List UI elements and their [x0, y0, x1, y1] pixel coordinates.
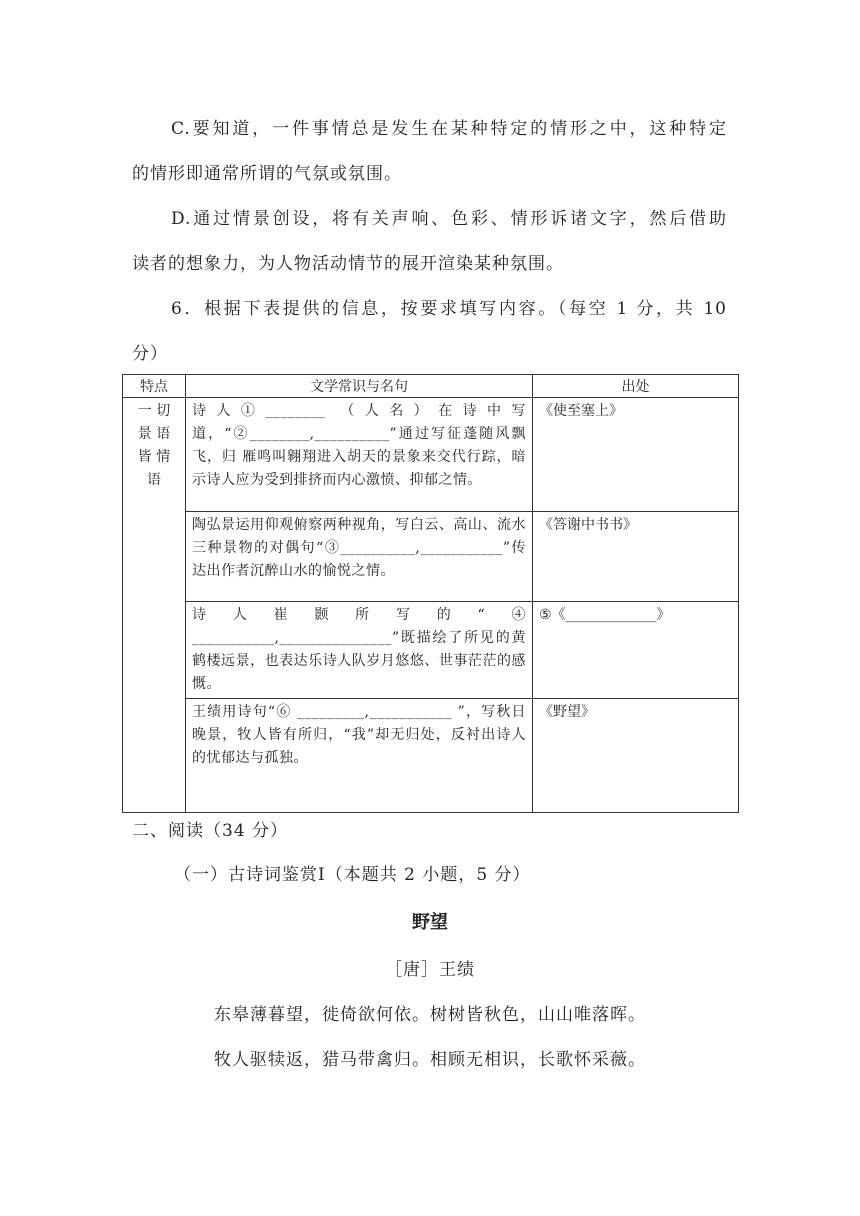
question-6-line1: 6．根据下表提供的信息，按要求填写内容。（每空 1 分，共 10 [171, 299, 727, 319]
table-row [123, 602, 739, 699]
source-cell: 《野望》 [533, 699, 739, 813]
subsection-1-heading: （一）古诗词鉴赏Ⅰ（本题共 2 小题，5 分） [174, 865, 531, 885]
source-cell: 《答谢中书书》 [533, 512, 739, 602]
table-row [123, 512, 739, 602]
source-cell: ⑤《_____________》 [533, 602, 739, 699]
source-cell: 《使至塞上》 [533, 398, 739, 512]
knowledge-cell: 诗人①________ （人名）在诗中写道，“②________,__________”通过写征蓬随风飘飞，归 雁鸣叫翱翔进入胡天的景象来交代行踪，暗示诗人应为受到排挤而内心激愤、抑郁之情。 [186, 398, 533, 512]
option-c-line1: C.要知道，一件事情总是发生在某种特定的情形之中，这种特定 [171, 119, 727, 139]
header-feature: 特点 [123, 375, 186, 398]
knowledge-cell: 陶弘景运用仰观俯察两种视角，写白云、高山、流水三种景物的对偶句“③__________,___________”传达出作者沉醉山水的愉悦之情。 [186, 512, 533, 602]
table-row [123, 699, 739, 813]
question-6-line2: 分） [132, 344, 168, 364]
poem-line-1: 东皋薄暮望，徙倚欲何依。树树皆秋色，山山唯落晖。 [214, 1005, 646, 1025]
topic-cell: 一 切 景 语 皆 情 语 [123, 398, 186, 813]
table-row [123, 398, 739, 512]
knowledge-cell: 王绩用诗句“⑥ _________,___________ ”，写秋日晚景，牧人皆有所归，“我”却无归处，反衬出诗人的忧郁达与孤独。 [186, 699, 533, 813]
option-c-line2: 的情形即通常所谓的气氛或氛围。 [132, 164, 402, 184]
knowledge-cell: 诗人崔颢所写的“④ ___________,_______________”既描绘了所见的黄鹤楼远景，也表达乐诗人队岁月悠悠、世事茫茫的感慨。 [186, 602, 533, 699]
poem-author: ［唐］王绩 [385, 960, 475, 980]
table-header-row [123, 375, 739, 398]
poem-line-2: 牧人驱犊返，猎马带禽归。相顾无相识，长歌怀采薇。 [214, 1050, 646, 1070]
poem-title: 野望 [412, 912, 448, 933]
question-6-table [122, 374, 739, 813]
option-d-line1: D.通过情景创设，将有关声响、色彩、情形诉诸文字，然后借助 [171, 209, 727, 229]
option-d-line2: 读者的想象力，为人物活动情节的展开渲染某种氛围。 [132, 254, 564, 274]
section-2-heading: 二、阅读（34 分） [132, 821, 289, 841]
header-knowledge: 文学常识与名句 [186, 375, 533, 398]
header-source: 出处 [533, 375, 739, 398]
